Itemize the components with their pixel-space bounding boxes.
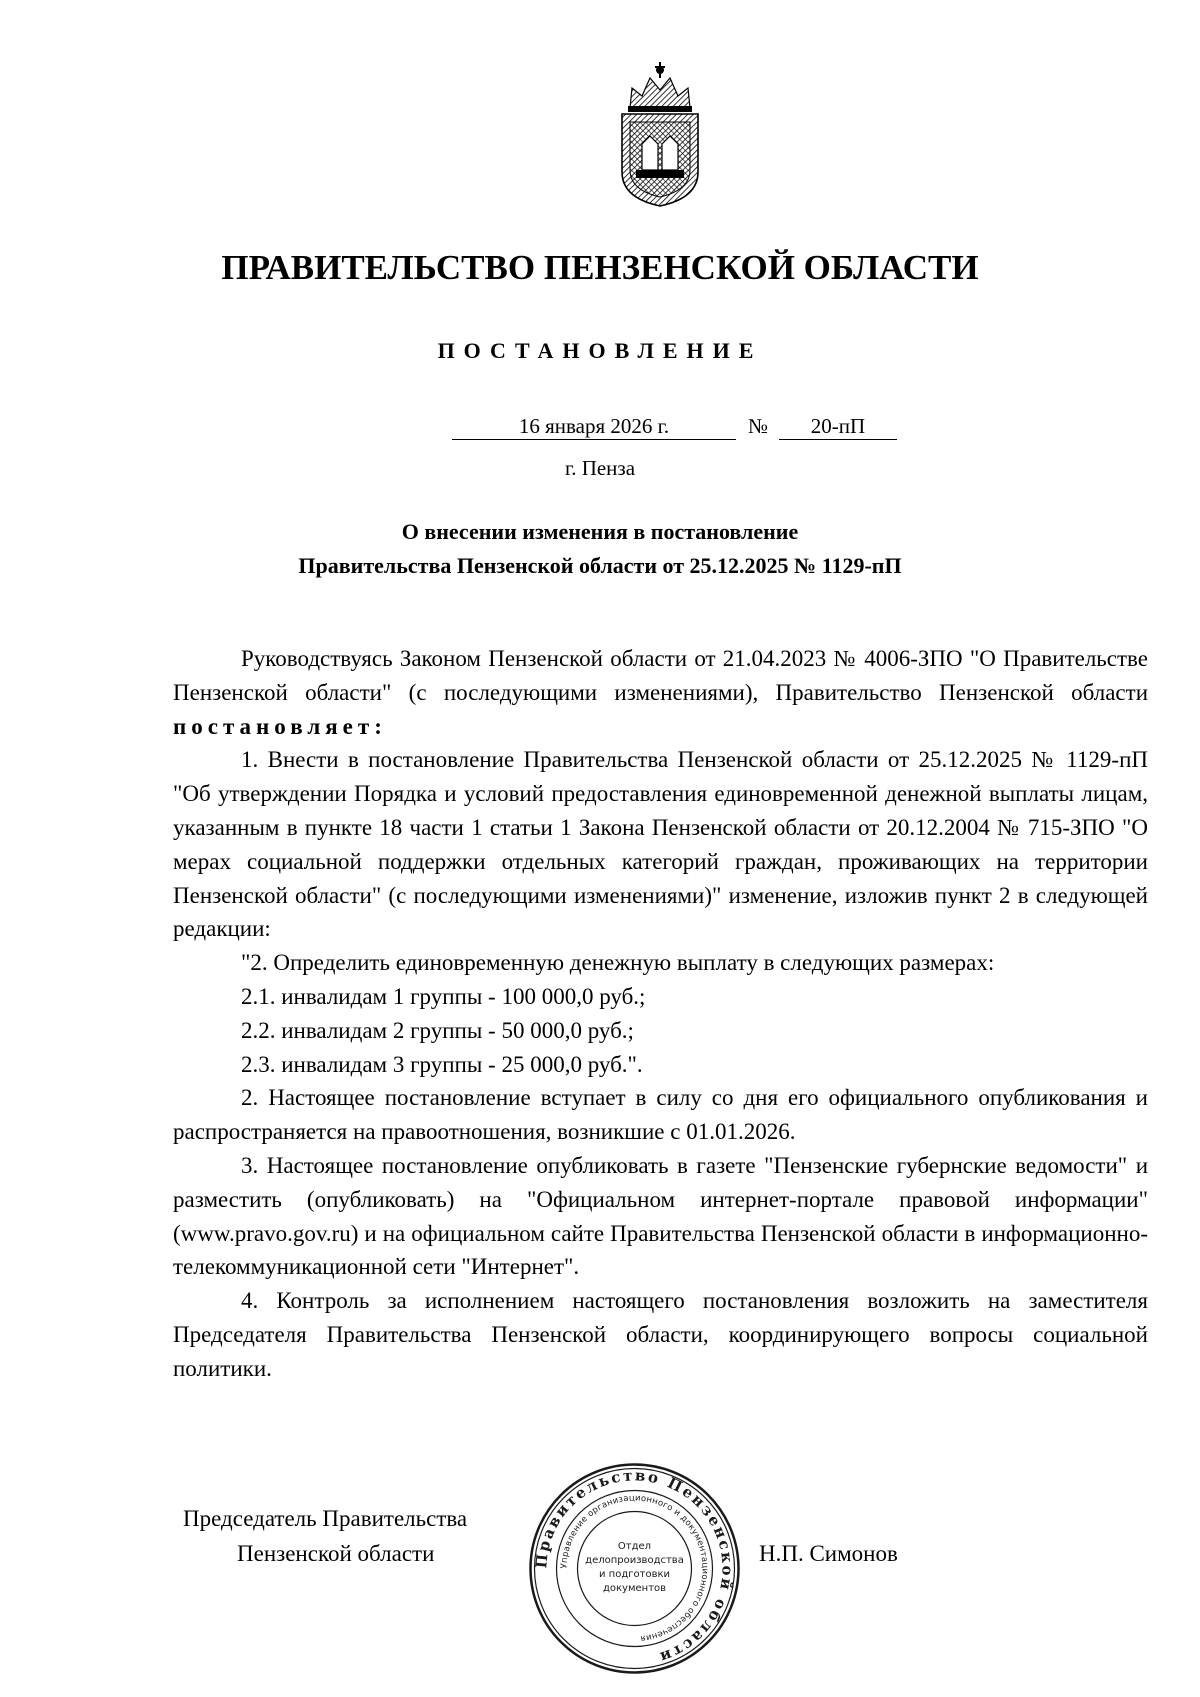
document-subject [0,515,1200,583]
document-city: г. Пенза [564,456,636,480]
resolves-word: постановляет: [173,713,387,739]
preamble-paragraph [173,642,1148,743]
official-stamp [527,1461,742,1676]
stamp-center-line-1: Отдел [617,1541,652,1552]
document-date: 16 января 2026 г. [452,413,736,440]
stamp-center-line-2: делопроизводства [585,1555,684,1566]
preamble-text: Руководствуясь Законом Пензенской области от 21.04.2023 № 4006-ЗПО "О Правительстве Пензенской области" (с последующими изменениями), Правительство Пензенской области [173,646,1148,705]
stamp-inner-text: Управление организационного и документационного обеспечения [559,1493,710,1644]
signer-position-line-1: Председатель Правительства [183,1506,468,1531]
paragraph-3: 3. Настоящее постановление опубликовать в газете "Пензенские губернские ведомости" и разместить (опубликовать) на "Официальном интернет-портале правовой информации" (www.pravo.gov.ru) и на официальном сайте Правительства Пензенской области в информационно-телекоммуникационной сети "Интернет". [173,1152,1148,1280]
document-body [173,642,1148,1386]
document-type: ПОСТАНОВЛЕНИЕ [437,338,763,363]
document-number: 20-пП [779,413,897,440]
paragraph-1-item-1: 2.1. инвалидам 1 группы - 100 000,0 руб.; [241,983,646,1009]
paragraph-1-item-2: 2.2. инвалидам 2 группы - 50 000,0 руб.; [241,1017,634,1043]
organization-title: ПРАВИТЕЛЬСТВО ПЕНЗЕНСКОЙ ОБЛАСТИ [221,248,979,287]
shield-icon [622,114,698,206]
stamp-center-line-4: документов [602,1583,667,1594]
signer-name: Н.П. Симонов [759,1541,898,1566]
paragraph-1-item-3: 2.3. инвалидам 3 группы - 25 000,0 руб.". [241,1051,643,1077]
subject-line-2: Правительства Пензенской области от 25.12.2025 № 1129-пП [298,553,902,578]
coat-of-arms-emblem [600,60,720,210]
paragraph-2: 2. Настоящее постановление вступает в силу со дня его официального опубликования и распространяется на правоотношения, возникшие с 01.01.2026. [173,1085,1148,1145]
paragraph-1: 1. Внести в постановление Правительства Пензенской области от 25.12.2025 № 1129-пП "Об утверждении Порядка и условий предоставления единовременной денежной выплаты лицам, указанным в пункте 18 части 1 статьи 1 Закона Пензенской области от 20.12.2004 № 715-ЗПО "О мерах социальной поддержки отдельных категорий граждан, проживающих на территории Пензенской области" (с последующими изменениями)" изменение, изложив пункт 2 в следующей редакции: [173,747,1148,942]
signer-position-line-2: Пензенской области [237,1541,435,1566]
paragraph-4: 4. Контроль за исполнением настоящего постановления возложить на заместителя Председателя Правительства Пензенской области, координирующего вопросы социальной политики. [173,1288,1148,1381]
subject-line-1: О внесении изменения в постановление [401,519,799,544]
crown-icon [628,62,692,112]
stamp-outer-text: Правительство Пензенской области [532,1466,737,1668]
stamp-center-line-3: и подготовки [599,1569,670,1580]
paragraph-1-quote: "2. Определить единовременную денежную выплату в следующих размерах: [241,950,995,976]
number-sign: № [748,414,769,438]
